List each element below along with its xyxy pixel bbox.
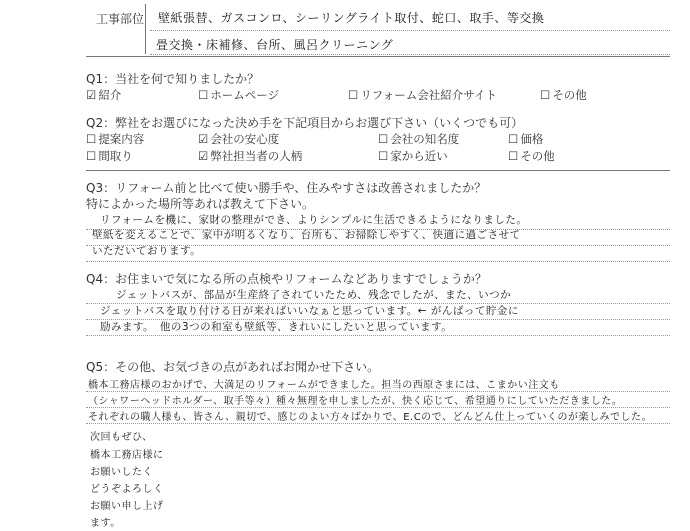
q3-question-line2: 特によかった場所等あれば教えて下さい。 [86, 197, 315, 211]
q2-option-layout[interactable] [86, 148, 133, 164]
q1-homepage-checkbox[interactable]: ☐ [198, 88, 209, 102]
q2-staff-checkbox[interactable]: ☑ [198, 149, 209, 163]
q3-answer-line2: 壁紙を変えることで、家中が明るくなり、台所も、お掃除しやすく、快適に過ごさせて [92, 229, 521, 241]
q5-closing-line3: お願いしたく [90, 467, 153, 478]
work-area-bottom-border [86, 56, 670, 57]
q2-option-recognition[interactable] [378, 131, 459, 147]
q5-answer-line1: 橋本工務店様のおかげで、大満足のリフォームができました。担当の西原さまには、こまかい注文も [88, 380, 560, 391]
work-area-rule2 [150, 54, 670, 55]
q5-closing-line4: どうぞよろしく [90, 484, 164, 495]
work-area-label: 工事部位 [96, 12, 145, 26]
q2-other-checkbox[interactable]: ☐ [508, 149, 519, 163]
q2-reliability-label: 会社の安心度 [210, 132, 280, 146]
q5-question: Q5：その他、お気づきの点があればお聞かせ下さい。 [86, 360, 380, 374]
q5-answer-line3: それぞれの職人様も、皆さん、親切で、感じのよい方々ばかりで、E.Cので、どんどん仕上っていくのが楽しみでした。 [88, 412, 652, 423]
q2-other-label: その他 [520, 149, 555, 163]
q2-proposal-checkbox[interactable]: ☐ [86, 132, 97, 146]
q2-option-staff[interactable] [198, 148, 302, 164]
q1-other-label: その他 [552, 88, 587, 102]
q5-closing-line1: 次回もぜひ、 [90, 432, 153, 443]
q4-question: Q4：お住まいで気になる所の点検やリフォームなどありますでしょうか？ [86, 272, 487, 286]
q4-answer-line3: 励みます。 他の3つの和室も壁紙等、きれいにしたいと思っています。 [100, 321, 453, 333]
q2-option-reliability[interactable] [198, 131, 279, 147]
q2-staff-label: 弊社担当者の人柄 [210, 149, 303, 163]
q3-rule3 [86, 261, 670, 262]
q2-recognition-label: 会社の知名度 [390, 132, 460, 146]
q1-other-checkbox[interactable]: ☐ [540, 88, 551, 102]
q5-rule3 [86, 423, 670, 424]
q5-closing-line6: ます。 [90, 518, 121, 529]
q2-option-proposal[interactable] [86, 131, 144, 147]
q2-price-checkbox[interactable]: ☐ [508, 132, 519, 146]
q1-option-homepage[interactable] [198, 87, 279, 103]
q2-layout-checkbox[interactable]: ☐ [86, 149, 97, 163]
q2-proposal-label: 提案内容 [98, 132, 145, 146]
q3-question-line1: Q3：リフォーム前と比べて使い勝手や、住みやすさは改善されましたか？ [86, 181, 487, 195]
q2-option-price[interactable] [508, 131, 543, 147]
q1-referral-label: 紹介 [98, 88, 122, 102]
q4-answer-line2: ジェットバスを取り付ける日が来ればいいなぁと思っています。← がんばって貯金に [100, 305, 519, 317]
q2-option-other[interactable] [508, 148, 555, 164]
q2-bottom-border [86, 170, 670, 171]
q2-nearby-label: 家から近い [390, 149, 448, 163]
q2-question: Q2：弊社をお選びになった決め手を下記項目からお選び下さい（いくつでも可） [86, 116, 524, 130]
q2-reliability-checkbox[interactable]: ☑ [198, 132, 209, 146]
q1-option-referral-site[interactable] [348, 87, 497, 103]
work-area-divider [145, 4, 146, 54]
q3-answer-line1: リフォームを機に、家財の整理ができ、よりシンプルに生活できるようになりました。 [100, 214, 528, 226]
q1-referral-site-checkbox[interactable]: ☐ [348, 88, 359, 102]
work-area-rule1 [150, 30, 670, 31]
q1-homepage-label: ホームページ [210, 88, 280, 102]
q5-closing-line2: 橋本工務店様に [90, 450, 164, 461]
q4-rule3 [86, 335, 670, 336]
q5-answer-line2: （シャワーヘッドホルダー、取手等々）種々無理を申しましたが、快く応じて、希望通りにしていただきました。 [88, 396, 623, 407]
q4-answer-line1: ジェットバスが、部品が生産終了されていたため、残念でしたが、また、いつか [116, 289, 512, 301]
q2-price-label: 価格 [520, 132, 544, 146]
q3-answer-line3: いただいております。 [92, 245, 202, 257]
q2-nearby-checkbox[interactable]: ☐ [378, 149, 389, 163]
q1-referral-checkbox[interactable]: ☑ [86, 88, 97, 102]
q2-option-nearby[interactable] [378, 148, 448, 164]
q1-question: Q1：当社を何で知りましたか？ [86, 72, 260, 86]
q2-recognition-checkbox[interactable]: ☐ [378, 132, 389, 146]
work-area-line2: 畳交換・床補修、台所、風呂クリーニング [156, 38, 394, 52]
q2-layout-label: 間取り [98, 149, 133, 163]
q5-closing-line5: お願い申し上げ [90, 501, 164, 512]
q1-referral-site-label: リフォーム会社紹介サイト [360, 88, 497, 102]
work-area-line1: 壁紙張替、ガスコンロ、シーリングライト取付、蛇口、取手、等交換 [158, 11, 545, 25]
q1-option-referral[interactable] [86, 87, 121, 103]
q1-option-other[interactable] [540, 87, 587, 103]
